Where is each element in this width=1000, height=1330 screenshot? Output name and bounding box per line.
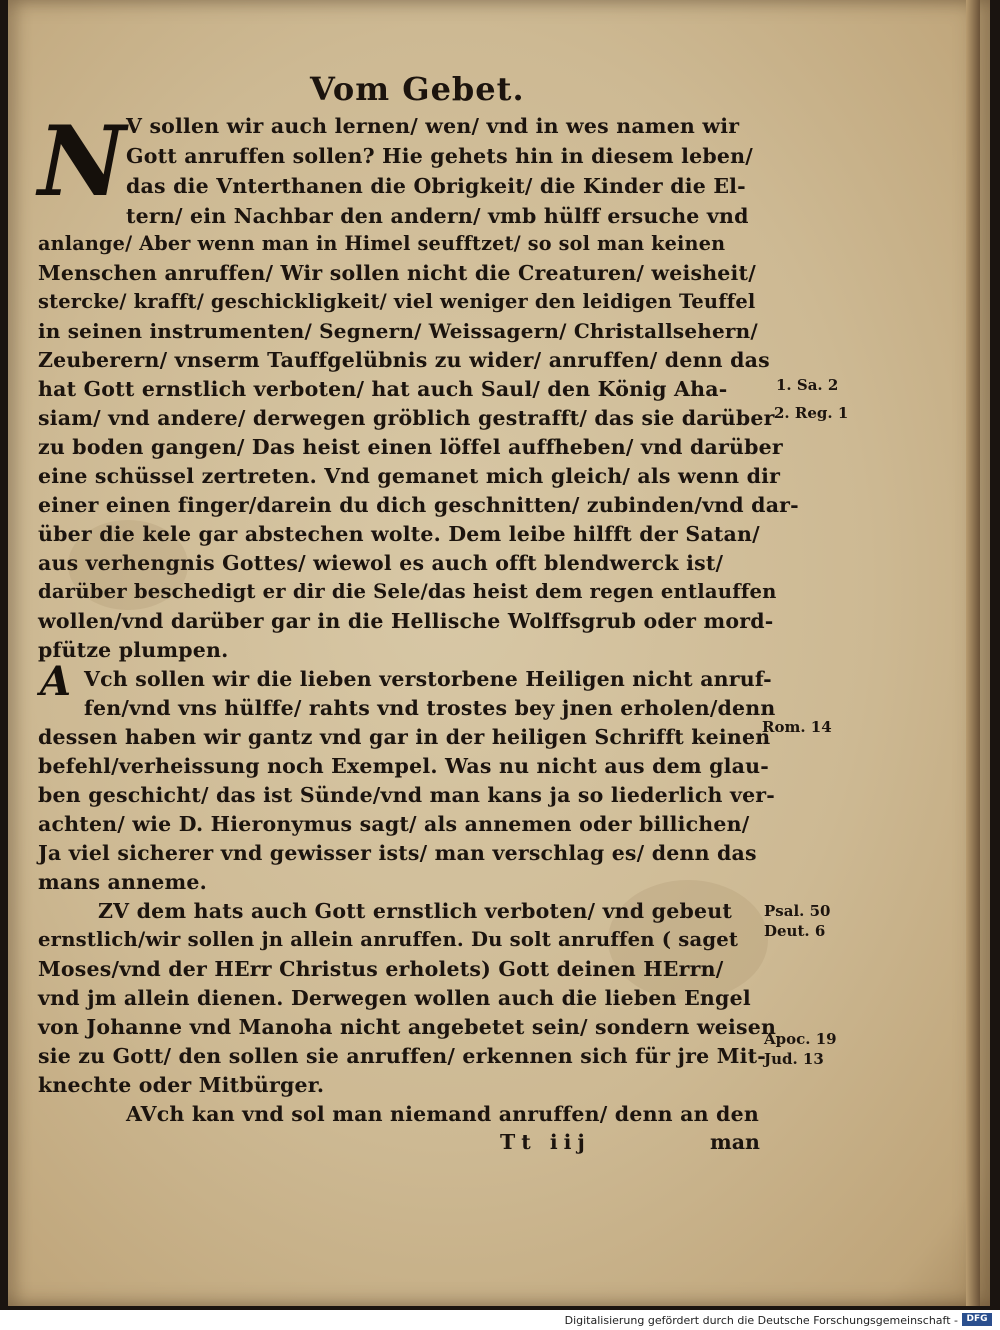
text-line: vnd jm allein dienen. Derwegen wollen auch die lieben Engel: [38, 986, 751, 1010]
text-line: knechte oder Mitbürger.: [38, 1073, 325, 1097]
text-line: über die kele gar abstechen wolte. Dem leibe hilfft der Satan/: [38, 522, 760, 546]
margin-note: 1. Sa. 2: [776, 376, 839, 394]
text-line: Gott anruffen sollen? Hie gehets hin in diesem leben/: [126, 144, 753, 168]
catchword: man: [710, 1130, 760, 1154]
text-line: anlange/ Aber wenn man in Himel seufftzet/ so sol man keinen: [38, 232, 726, 255]
text-line: mans anneme.: [38, 870, 207, 894]
text-line: fen/vnd vns hülffe/ rahts vnd trostes bey jnen erholen/denn: [84, 696, 776, 720]
margin-note: Rom. 14: [762, 718, 832, 736]
text-line: stercke/ krafft/ geschickligkeit/ viel weniger den leidigen Teuffel: [38, 290, 756, 313]
margin-note: Apoc. 19: [764, 1030, 837, 1048]
text-line: sie zu Gott/ den sollen sie anruffen/ erkennen sich für jre Mit-: [38, 1044, 766, 1068]
text-line: Zeuberern/ vnserm Tauffgelübnis zu wider/ anruffen/ denn das: [38, 348, 770, 372]
text-line: aus verhengnis Gottes/ wiewol es auch offt blendwerck ist/: [38, 551, 724, 575]
text-line: dessen haben wir gantz vnd gar in der heiligen Schrifft keinen: [38, 725, 771, 749]
text-line: achten/ wie D. Hieronymus sagt/ als annemen oder billichen/: [38, 812, 750, 836]
text-line: ernstlich/wir sollen jn allein anruffen. Du solt anruffen ( saget: [38, 928, 739, 951]
drop-cap-initial: N: [38, 105, 126, 218]
text-line: tern/ ein Nachbar den andern/ vmb hülff ersuche vnd: [126, 204, 749, 228]
text-line: hat Gott ernstlich verboten/ hat auch Saul/ den König Aha-: [38, 377, 728, 401]
text-line: darüber beschedigt er dir die Sele/das heist dem regen entlauffen: [38, 580, 777, 603]
text-line: pfütze plumpen.: [38, 638, 229, 662]
text-line: in seinen instrumenten/ Segnern/ Weissagern/ Christallsehern/: [38, 319, 758, 343]
signature-mark: Tt iij: [500, 1130, 591, 1154]
text-line: AVch kan vnd sol man niemand anruffen/ denn an den: [126, 1102, 759, 1126]
text-line: das die Vnterthanen die Obrigkeit/ die Kinder die El-: [126, 174, 746, 198]
margin-note: Psal. 50: [764, 902, 831, 920]
page-edge-shadow: [966, 0, 980, 1306]
text-line: Ja viel sicherer vnd gewisser ists/ man verschlag es/ denn das: [38, 841, 757, 865]
text-line: ZV dem hats auch Gott ernstlich verboten/ vnd gebeut: [98, 899, 732, 923]
running-title: Vom Gebet.: [310, 70, 525, 108]
text-line: Menschen anruffen/ Wir sollen nicht die Creaturen/ weisheit/: [38, 261, 756, 285]
margin-note: Jud. 13: [764, 1050, 824, 1068]
dfg-logo-icon: DFG: [962, 1313, 992, 1326]
text-line: von Johanne vnd Manoha nicht angebetet sein/ sondern weisen: [38, 1015, 777, 1039]
text-line: wollen/vnd darüber gar in die Hellische Wolffsgrub oder mord-: [38, 609, 774, 633]
text-line: eine schüssel zertreten. Vnd gemanet mich gleich/ als wenn dir: [38, 464, 781, 488]
text-line: einer einen finger/darein du dich geschnitten/ zubinden/vnd dar-: [38, 493, 799, 517]
text-line: Moses/vnd der HErr Christus erholets) Gott deinen HErrn/: [38, 957, 724, 981]
margin-note: Deut. 6: [764, 922, 826, 940]
text-line: Vch sollen wir die lieben verstorbene Heiligen nicht anruf-: [84, 667, 772, 691]
footer-credit: Digitalisierung gefördert durch die Deutsche Forschungsgemeinschaft -: [564, 1314, 958, 1327]
text-line: siam/ vnd andere/ derwegen gröblich gestrafft/ das sie darüber: [38, 406, 775, 430]
text-line: ben geschicht/ das ist Sünde/vnd man kans ja so liederlich ver-: [38, 783, 776, 807]
text-line: V sollen wir auch lernen/ wen/ vnd in wes namen wir: [126, 114, 740, 138]
drop-cap-initial: A: [40, 658, 72, 705]
text-line: zu boden gangen/ Das heist einen löffel auffheben/ vnd darüber: [38, 435, 783, 459]
text-line: befehl/verheissung noch Exempel. Was nu nicht aus dem glau-: [38, 754, 769, 778]
margin-note: 2. Reg. 1: [774, 404, 849, 422]
